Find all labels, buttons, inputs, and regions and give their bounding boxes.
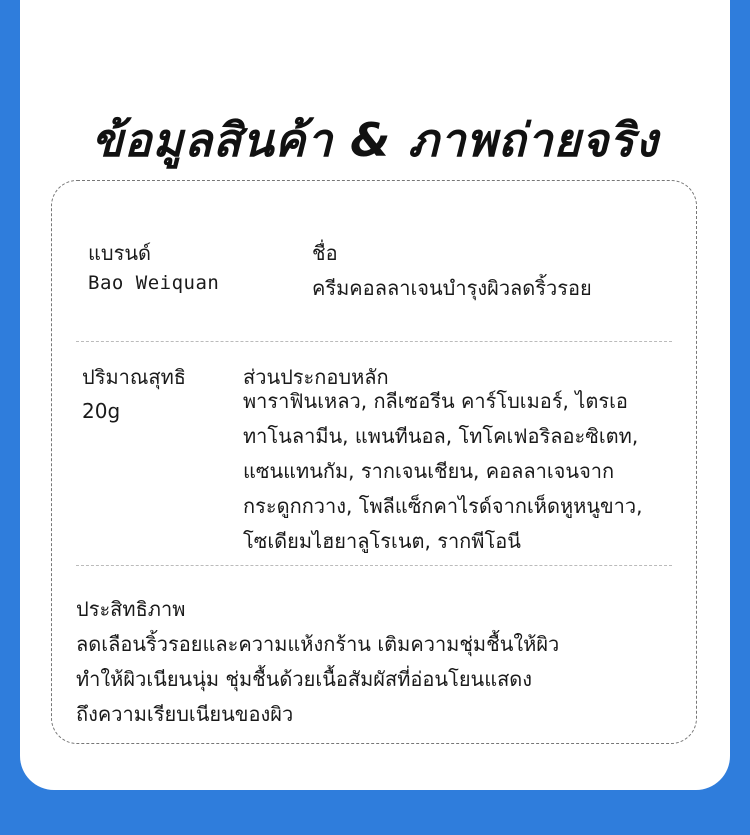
product-details-panel [51,180,697,744]
ingredients-line: แซนแทนกัม, รากเจนเชียน, คอลลาเจนจาก [243,459,615,483]
net-content-label: ปริมาณสุทธิ [82,365,187,389]
brand-value: Bao Weiquan [88,272,220,294]
efficacy-block [76,592,676,732]
name-value: ครีมคอลลาเจนบำรุงผิวลดริ้วรอย [312,276,592,300]
ingredients-line: พาราฟินเหลว, กลีเซอรีน คาร์โบเมอร์, ไตรเอ [243,389,628,413]
ingredients-list [243,384,693,559]
brand-label: แบรนด์ [88,241,151,265]
section-divider [76,565,672,566]
efficacy-line: ถึงความเรียบเนียนของผิว [76,702,294,726]
ingredients-line: ทาโนลามีน, แพนทีนอล, โทโคเฟอริลอะซิเตท, [243,424,639,448]
efficacy-line: ทำให้ผิวเนียนนุ่ม ชุ่มชื้นด้วยเนื้อสัมผัสที่อ่อนโยนแสดง [76,667,533,691]
page-title: ข้อมูลสินค้า & ภาพถ่ายจริง [91,113,659,167]
net-content-value: 20g [82,399,121,423]
ingredients-line: กระดูกกวาง, โพลีแซ็กคาไรด์จากเห็ดหูหนูขาว, [243,494,643,518]
name-label: ชื่อ [312,241,338,265]
section-divider [76,341,672,342]
efficacy-line: ลดเลือนริ้วรอยและความแห้งกร้าน เติมความชุ่มชื้นให้ผิว [76,632,560,656]
ingredients-line: โซเดียมไฮยาลูโรเนต, รากพีโอนี [243,529,521,553]
efficacy-label: ประสิทธิภาพ [76,597,186,621]
ingredients-label: ส่วนประกอบหลัก [243,365,389,389]
